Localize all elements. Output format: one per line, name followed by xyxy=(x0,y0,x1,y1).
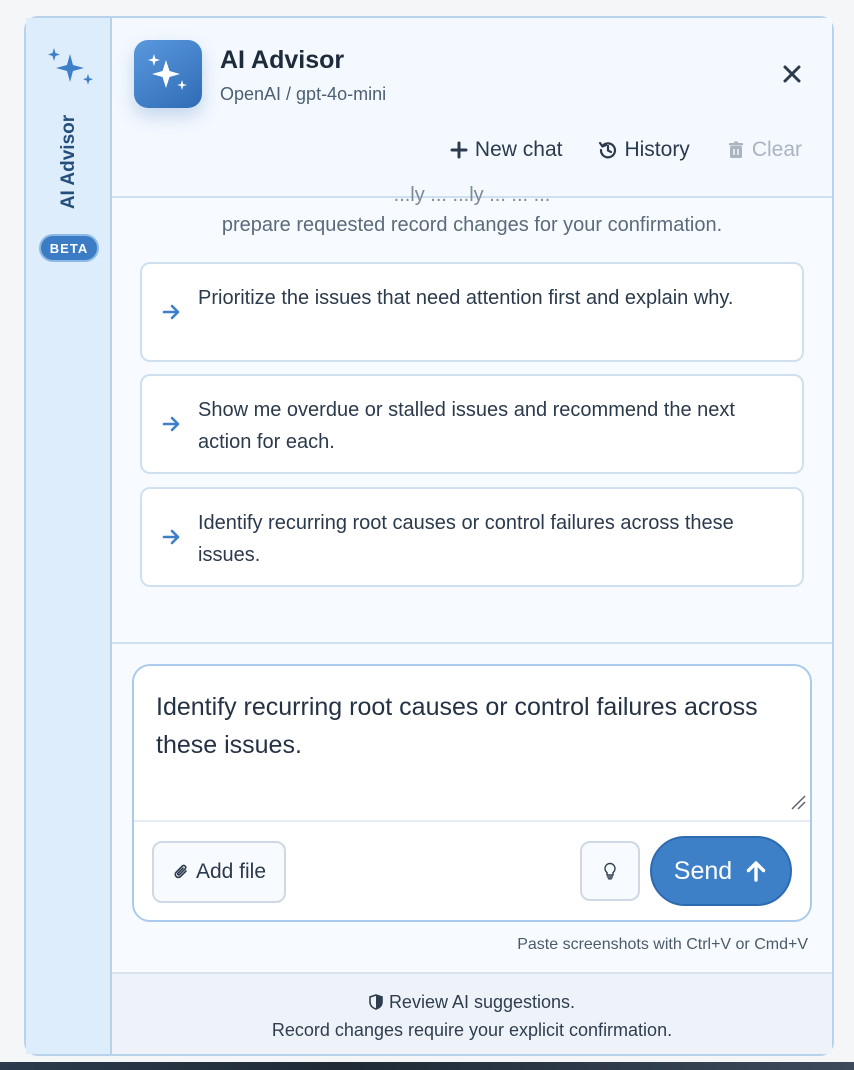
suggestion-prioritize[interactable] xyxy=(140,262,804,362)
footer-line-2: Record changes require your explicit confirmation. xyxy=(271,1020,673,1040)
clear-label: Clear xyxy=(751,138,802,161)
history-label: History xyxy=(624,138,690,161)
suggestion-overdue[interactable] xyxy=(140,374,804,474)
chat-toolbar xyxy=(449,138,802,162)
trash-icon xyxy=(726,140,746,160)
composer-area xyxy=(112,642,832,972)
ai-advisor-panel xyxy=(24,16,834,1056)
message-input[interactable]: Identify recurring root causes or control failures across these issues. xyxy=(156,693,758,759)
sparkles-icon xyxy=(144,50,192,98)
suggestion-label: Prioritize the issues that need attention first and explain why. xyxy=(198,287,734,309)
composer-divider xyxy=(134,820,810,822)
add-file-label: Add file xyxy=(195,860,267,883)
message-composer xyxy=(132,664,812,922)
panel-title: AI Advisor xyxy=(220,46,345,74)
panel-footer xyxy=(112,972,832,1054)
new-chat-label: New chat xyxy=(474,138,563,161)
side-rail xyxy=(26,18,112,1054)
background-strip xyxy=(0,1062,854,1070)
lightbulb-icon xyxy=(603,862,617,880)
close-icon xyxy=(780,62,804,86)
send-label: Send xyxy=(673,856,733,885)
history-button[interactable] xyxy=(598,138,689,162)
arrow-up-icon xyxy=(744,859,768,883)
send-button[interactable] xyxy=(650,836,792,906)
intro-partial-line: ...ly ... ...ly ... ... ... xyxy=(393,184,551,206)
main-area xyxy=(112,18,832,1054)
plus-icon xyxy=(449,140,469,160)
arrow-right-icon xyxy=(162,527,182,547)
arrow-right-icon xyxy=(162,302,182,322)
rail-title: AI Advisor xyxy=(58,114,79,210)
sparkles-icon xyxy=(44,46,96,90)
paste-hint: Paste screenshots with Ctrl+V or Cmd+V xyxy=(517,936,808,953)
messages-area[interactable] xyxy=(112,184,832,642)
new-chat-button[interactable] xyxy=(449,138,563,162)
history-icon xyxy=(598,140,618,160)
suggestion-label: Show me overdue or stalled issues and recommend the next action for each. xyxy=(198,399,735,453)
add-file-button[interactable] xyxy=(152,841,286,903)
intro-line: prepare requested record changes for your confirmation. xyxy=(221,214,723,236)
clear-button[interactable] xyxy=(726,138,802,162)
model-label: OpenAI / gpt-4o-mini xyxy=(220,84,387,104)
suggestion-root-causes[interactable] xyxy=(140,487,804,587)
intro-text xyxy=(112,180,832,240)
resize-grip-icon[interactable] xyxy=(790,794,806,810)
arrow-right-icon xyxy=(162,414,182,434)
app-logo xyxy=(134,40,202,108)
shield-icon xyxy=(369,994,383,1010)
panel-header xyxy=(112,18,832,198)
footer-line-1: Review AI suggestions. xyxy=(388,992,576,1012)
prompt-tips-button[interactable] xyxy=(580,841,640,901)
beta-badge: BETA xyxy=(39,234,99,262)
paperclip-icon xyxy=(172,863,190,881)
suggestion-label: Identify recurring root causes or control failures across these issues. xyxy=(198,512,734,566)
close-button[interactable] xyxy=(780,62,804,86)
